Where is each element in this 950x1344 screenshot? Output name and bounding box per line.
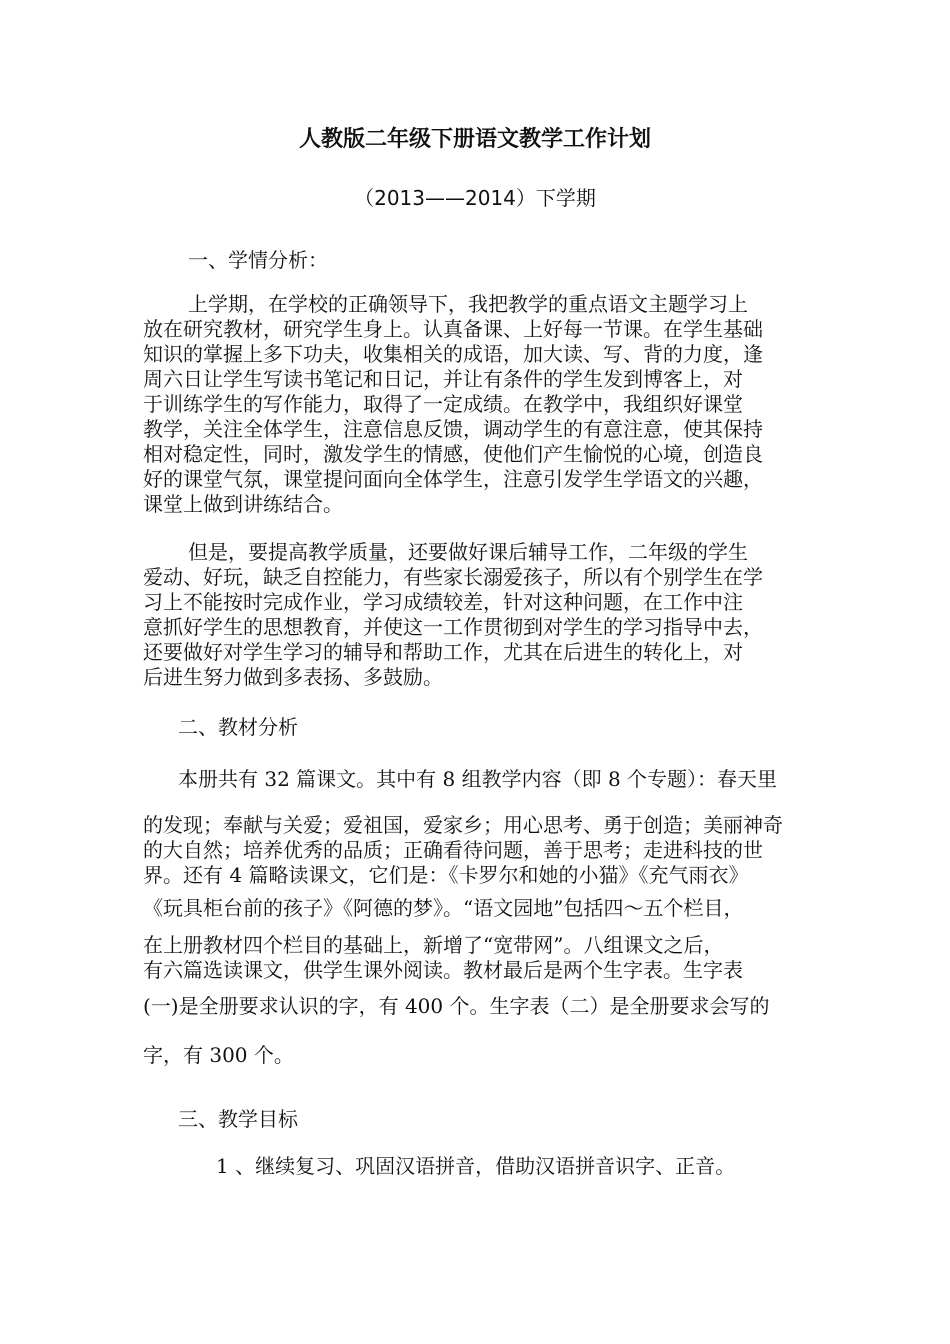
text-line: 爱动、好玩，缺乏自控能力，有些家长溺爱孩子，所以有个别学生在学 xyxy=(143,565,763,589)
document-subtitle: （2013——2014）下学期 xyxy=(354,186,596,210)
text-line: 还要做好对学生学习的辅导和帮助工作，尤其在后进生的转化上，对 xyxy=(143,640,743,664)
document-title: 人教版二年级下册语文教学工作计划 xyxy=(298,126,651,152)
section-heading-analysis: 一、学情分析： xyxy=(188,248,328,272)
text-line: (一)是全册要求认识的字，有 400 个。生字表（二）是全册要求会写的 xyxy=(143,994,770,1018)
text-line: 于训练学生的写作能力，取得了一定成绩。在教学中，我组织好课堂 xyxy=(143,392,743,416)
text-line: 意抓好学生的思想教育，并使这一工作贯彻到对学生的学习指导中去， xyxy=(143,615,763,639)
text-line: 上学期，在学校的正确领导下，我把教学的重点语文主题学习上 xyxy=(188,292,748,316)
text-line: 本册共有 32 篇课文。其中有 8 组教学内容（即 8 个专题）：春天里 xyxy=(178,767,778,791)
goal-item: 1 、继续复习、巩固汉语拼音，借助汉语拼音识字、正音。 xyxy=(216,1154,736,1178)
text-line: 有六篇选读课文，供学生课外阅读。教材最后是两个生字表。生字表 xyxy=(143,958,743,982)
text-line: 好的课堂气氛，课堂提问面向全体学生，注意引发学生学语文的兴趣， xyxy=(143,467,763,491)
text-line: 周六日让学生写读书笔记和日记，并让有条件的学生发到博客上，对 xyxy=(143,367,743,391)
section-heading-textbook: 二、教材分析 xyxy=(178,715,298,739)
text-line: 但是，要提高教学质量，还要做好课后辅导工作，二年级的学生 xyxy=(188,540,748,564)
text-line: 知识的掌握上多下功夫，收集相关的成语，加大读、写、背的力度，逢 xyxy=(143,342,763,366)
text-line: 课堂上做到讲练结合。 xyxy=(143,492,343,516)
text-line: 教学，关注全体学生，注意信息反馈，调动学生的有意注意，使其保持 xyxy=(143,417,763,441)
text-line: 字，有 300 个。 xyxy=(143,1043,294,1067)
text-line: 相对稳定性，同时，激发学生的情感，使他们产生愉悦的心境，创造良 xyxy=(143,442,763,466)
text-line: 在上册教材四个栏目的基础上，新增了“宽带网”。八组课文之后， xyxy=(143,933,724,957)
text-line: 的发现；奉献与关爱；爱祖国，爱家乡；用心思考、勇于创造；美丽神奇 xyxy=(143,813,783,837)
text-line: 的大自然；培养优秀的品质；正确看待问题，善于思考；走进科技的世 xyxy=(143,838,763,862)
text-line: 界。还有 4 篇略读课文，它们是：《卡罗尔和她的小猫》《充气雨衣》 xyxy=(143,863,749,887)
text-line: 后进生努力做到多表扬、多鼓励。 xyxy=(143,665,443,689)
section-heading-goals: 三、教学目标 xyxy=(178,1107,298,1131)
text-line: 习上不能按时完成作业，学习成绩较差，针对这种问题，在工作中注 xyxy=(143,590,743,614)
text-line: 放在研究教材，研究学生身上。认真备课、上好每一节课。在学生基础 xyxy=(143,317,763,341)
text-line: 《玩具柜台前的孩子》《阿德的梦》。“语文园地”包括四～五个栏目， xyxy=(143,896,744,920)
